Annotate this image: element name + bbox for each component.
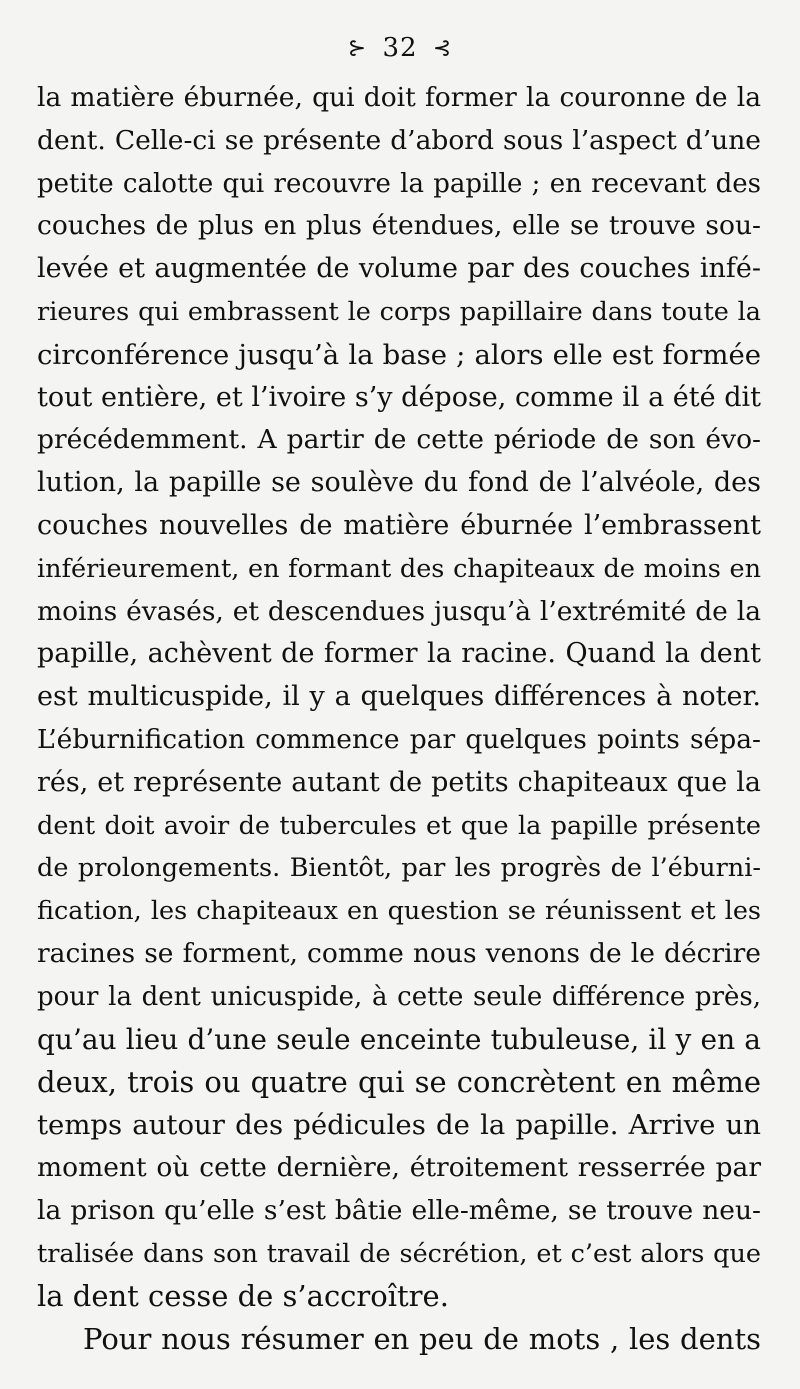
text-line: lution, la papille se soulève du fond de l’alvéole, des — [37, 467, 761, 499]
text-line: inférieurement, en formant des chapiteaux de moins en — [37, 553, 761, 584]
text-line: est multicuspide, il y a quelques différences à noter. — [37, 681, 761, 713]
text-line: papille, achèvent de former la racine. Quand la dent — [37, 638, 761, 670]
text-line: dent. Celle-ci se présente d’abord sous l’aspect d’une — [37, 124, 761, 156]
text-line: dent doit avoir de tubercules et que la papille présente — [37, 810, 761, 841]
text-line: petite calotte qui recouvre la papille ; en recevant des — [37, 168, 761, 199]
text-line: tout entière, et l’ivoire s’y dépose, comme il a été dit — [37, 381, 761, 413]
text-line: couches de plus en plus étendues, elle se trouve sou- — [37, 210, 761, 242]
text-line: moins évasés, et descendues jusqu’à l’extrémité de la — [37, 595, 761, 627]
text-line: qu’au lieu d’une seule enceinte tubuleuse, il y en a — [37, 1022, 761, 1056]
text-line: précédemment. A partir de cette période de son évo- — [37, 424, 761, 456]
text-line: pour la dent unicuspide, à cette seule différence près, — [37, 981, 761, 1012]
text-line: de prolongements. Bientôt, par les progrès de l’éburni- — [37, 853, 761, 884]
text-line: moment où cette dernière, étroitement resserrée par — [37, 1151, 761, 1183]
ornament-right-icon: ⊰ — [432, 36, 453, 61]
text-line: temps autour des pédicules de la papille. Arrive un — [37, 1109, 761, 1142]
text-line-paragraph-start: Pour nous résumer en peu de mots , les dents — [83, 1322, 761, 1357]
text-line: couches nouvelles de matière éburnée l’embrassent — [37, 509, 761, 541]
text-line: la matière éburnée, qui doit former la couronne de la — [37, 82, 761, 113]
text-line: rés, et représente autant de petits chapiteaux que la — [37, 766, 761, 798]
text-line: tralisée dans son travail de sécrétion, et c’est alors que — [37, 1238, 761, 1269]
body-text — [37, 77, 761, 1361]
ornament-left-icon: ⊱ — [347, 36, 368, 61]
text-line: la prison qu’elle s’est bâtie elle-même, se trouve neu- — [37, 1194, 761, 1226]
text-line: racines se forment, comme nous venons de le décrire — [37, 937, 761, 969]
text-line: circonférence jusqu’à la base ; alors elle est formée — [37, 338, 761, 371]
text-line: rieures qui embrassent le corps papillaire dans toute la — [37, 296, 761, 327]
text-line: L’éburnification commence par quelques points sépa- — [37, 723, 761, 755]
text-line: fication, les chapiteaux en question se réunissent et les — [37, 896, 761, 927]
page-header — [0, 30, 800, 67]
text-line: levée et augmentée de volume par des couches infé- — [37, 253, 761, 285]
page-number: 32 — [382, 33, 418, 63]
text-line-paragraph-end: la dent cesse de s’accroître. — [37, 1279, 449, 1314]
text-line: deux, trois ou quatre qui se concrètent en même — [37, 1065, 761, 1100]
